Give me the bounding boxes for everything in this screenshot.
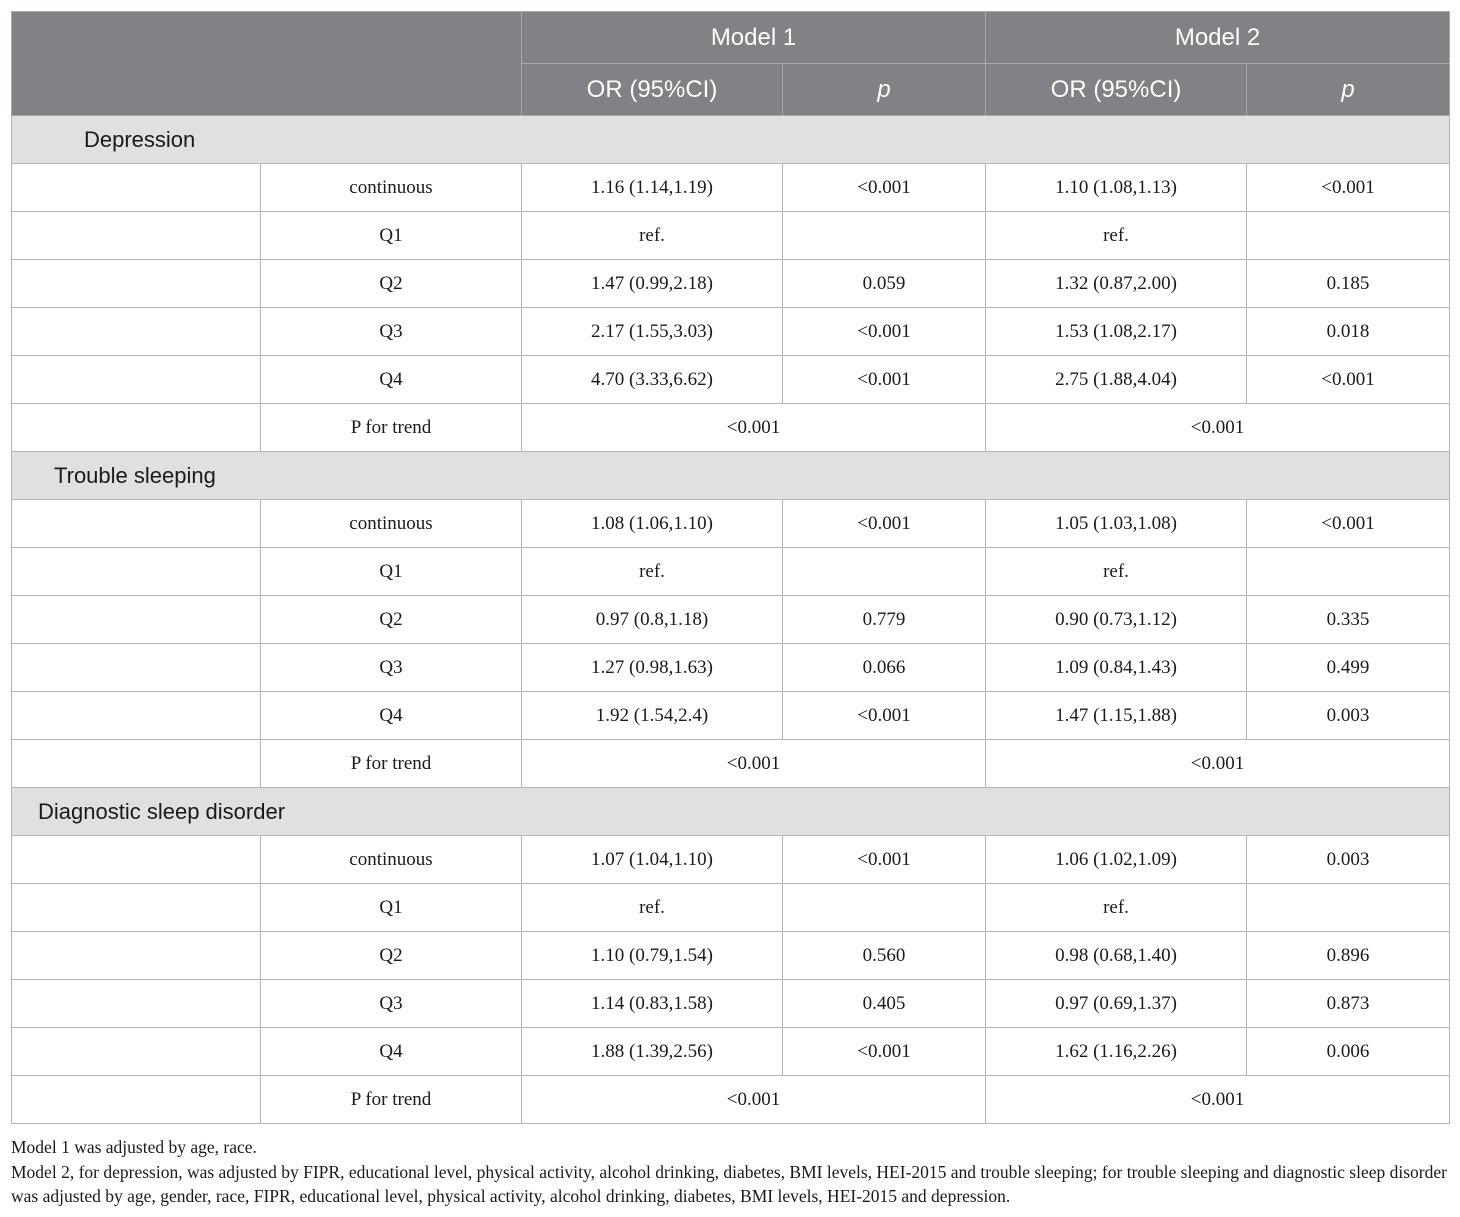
model1-p-cell [783,212,986,260]
row-label: Q4 [261,356,522,404]
blank-cell [12,644,261,692]
model2-or-cell: 1.09 (0.84,1.43) [986,644,1247,692]
model1-p-cell [783,884,986,932]
section-title-cell [12,788,1450,836]
table-row [12,884,1450,932]
model2-trend-cell: <0.001 [986,740,1450,788]
model2-or-cell: ref. [986,212,1247,260]
model2-trend-cell: <0.001 [986,1076,1450,1124]
table-footnotes [11,1135,1451,1209]
model2-p-cell [1247,884,1450,932]
blank-cell [12,1076,261,1124]
model2-or-cell: 1.47 (1.15,1.88) [986,692,1247,740]
model2-or-cell: 1.10 (1.08,1.13) [986,164,1247,212]
section-title: Trouble sleeping [54,462,216,488]
model2-p-cell: <0.001 [1247,500,1450,548]
table-row [12,260,1450,308]
model1-or-cell: ref. [522,884,783,932]
model1-or-cell: ref. [522,212,783,260]
header-model1-p [783,64,986,116]
row-label: Q1 [261,548,522,596]
model1-or-cell: 1.07 (1.04,1.10) [522,836,783,884]
blank-cell [12,692,261,740]
model2-or-cell: 1.62 (1.16,2.26) [986,1028,1247,1076]
table-body [12,116,1450,1124]
row-label: Q3 [261,308,522,356]
section-title: Diagnostic sleep disorder [38,798,286,824]
model2-trend-cell: <0.001 [986,404,1450,452]
blank-cell [12,308,261,356]
row-label: Q2 [261,932,522,980]
model1-p-cell: <0.001 [783,1028,986,1076]
blank-cell [12,596,261,644]
table-header [12,12,1450,116]
model2-p-cell: <0.001 [1247,356,1450,404]
results-table [11,11,1450,1124]
table-row [12,548,1450,596]
model2-or-cell: 0.98 (0.68,1.40) [986,932,1247,980]
model1-or-cell: ref. [522,548,783,596]
model2-or-cell: ref. [986,884,1247,932]
model1-or-cell: 0.97 (0.8,1.18) [522,596,783,644]
model1-or-cell: 4.70 (3.33,6.62) [522,356,783,404]
model2-p-cell: 0.499 [1247,644,1450,692]
model2-or-cell: 1.32 (0.87,2.00) [986,260,1247,308]
table-row [12,980,1450,1028]
model1-or-cell: 1.92 (1.54,2.4) [522,692,783,740]
model1-p-cell: <0.001 [783,692,986,740]
model2-p-cell: 0.018 [1247,308,1450,356]
table-row [12,692,1450,740]
table-row [12,356,1450,404]
header-model1: Model 1 [522,12,986,64]
model1-trend-cell: <0.001 [522,740,986,788]
blank-cell [12,980,261,1028]
footnote-model1: Model 1 was adjusted by age, race. [11,1137,257,1157]
blank-cell [12,740,261,788]
model2-p-cell: 0.873 [1247,980,1450,1028]
table-row [12,836,1450,884]
model1-p-cell: 0.405 [783,980,986,1028]
header-model2: Model 2 [986,12,1450,64]
blank-cell [12,164,261,212]
model2-or-cell: 1.06 (1.02,1.09) [986,836,1247,884]
model2-or-cell: ref. [986,548,1247,596]
blank-cell [12,884,261,932]
header-model1-p-label: p [877,75,891,103]
model2-p-cell [1247,548,1450,596]
model1-or-cell: 1.08 (1.06,1.10) [522,500,783,548]
model2-p-cell: 0.896 [1247,932,1450,980]
row-label: Q3 [261,644,522,692]
model2-or-cell: 1.53 (1.08,2.17) [986,308,1247,356]
model1-or-cell: 1.10 (0.79,1.54) [522,932,783,980]
model1-p-cell: <0.001 [783,308,986,356]
trend-row [12,404,1450,452]
section-title-cell [12,452,1450,500]
model1-or-cell: 2.17 (1.55,3.03) [522,308,783,356]
model1-p-cell: <0.001 [783,356,986,404]
section-row [12,116,1450,164]
model2-or-cell: 2.75 (1.88,4.04) [986,356,1247,404]
table-row [12,932,1450,980]
model1-p-cell: 0.059 [783,260,986,308]
row-label: Q1 [261,884,522,932]
model1-p-cell: <0.001 [783,500,986,548]
model1-trend-cell: <0.001 [522,1076,986,1124]
model2-p-cell: 0.335 [1247,596,1450,644]
table-row [12,596,1450,644]
row-label: Q2 [261,260,522,308]
model1-p-cell: 0.560 [783,932,986,980]
model1-p-cell: <0.001 [783,164,986,212]
table-row [12,212,1450,260]
row-label: continuous [261,164,522,212]
model1-trend-cell: <0.001 [522,404,986,452]
table-row [12,308,1450,356]
model1-or-cell: 1.47 (0.99,2.18) [522,260,783,308]
model2-or-cell: 0.97 (0.69,1.37) [986,980,1247,1028]
row-label: Q4 [261,692,522,740]
trend-label: P for trend [261,740,522,788]
header-blank-cell [12,12,522,116]
trend-row [12,1076,1450,1124]
model2-p-cell: 0.003 [1247,692,1450,740]
blank-cell [12,932,261,980]
model2-p-cell: 0.003 [1247,836,1450,884]
model2-p-cell: 0.185 [1247,260,1450,308]
trend-row [12,740,1450,788]
row-label: Q4 [261,1028,522,1076]
table-row [12,500,1450,548]
header-model2-or: OR (95%CI) [986,64,1247,116]
section-title-cell [12,116,1450,164]
blank-cell [12,404,261,452]
blank-cell [12,500,261,548]
table-row [12,644,1450,692]
model1-or-cell: 1.88 (1.39,2.56) [522,1028,783,1076]
row-label: Q3 [261,980,522,1028]
blank-cell [12,548,261,596]
blank-cell [12,1028,261,1076]
model2-p-cell [1247,212,1450,260]
row-label: continuous [261,836,522,884]
section-row [12,788,1450,836]
results-table-container [11,11,1449,1124]
trend-label: P for trend [261,404,522,452]
blank-cell [12,260,261,308]
row-label: Q2 [261,596,522,644]
blank-cell [12,356,261,404]
header-model1-or: OR (95%CI) [522,64,783,116]
table-row [12,1028,1450,1076]
model1-or-cell: 1.14 (0.83,1.58) [522,980,783,1028]
row-label: continuous [261,500,522,548]
section-title: Depression [84,126,196,152]
model1-p-cell: 0.779 [783,596,986,644]
model2-or-cell: 0.90 (0.73,1.12) [986,596,1247,644]
blank-cell [12,836,261,884]
trend-label: P for trend [261,1076,522,1124]
table-row [12,164,1450,212]
header-model2-p [1247,64,1450,116]
model2-p-cell: 0.006 [1247,1028,1450,1076]
model1-p-cell: <0.001 [783,836,986,884]
model1-p-cell: 0.066 [783,644,986,692]
footnote-model2: Model 2, for depression, was adjusted by FIPR, educational level, physical activity, alcohol drinking, diabetes, BMI levels, HEI-2015 and trouble sleeping; for trouble sleeping and diagnostic sleep disorder was adjusted by age, gender, race, FIPR, educational level, physical activity, alcohol drinking, diabetes, BMI levels, HEI-2015 and depression. [11,1161,1447,1206]
model2-p-cell: <0.001 [1247,164,1450,212]
row-label: Q1 [261,212,522,260]
model1-p-cell [783,548,986,596]
model1-or-cell: 1.16 (1.14,1.19) [522,164,783,212]
model1-or-cell: 1.27 (0.98,1.63) [522,644,783,692]
blank-cell [12,212,261,260]
section-row [12,452,1450,500]
model2-or-cell: 1.05 (1.03,1.08) [986,500,1247,548]
header-model2-p-label: p [1341,75,1355,103]
